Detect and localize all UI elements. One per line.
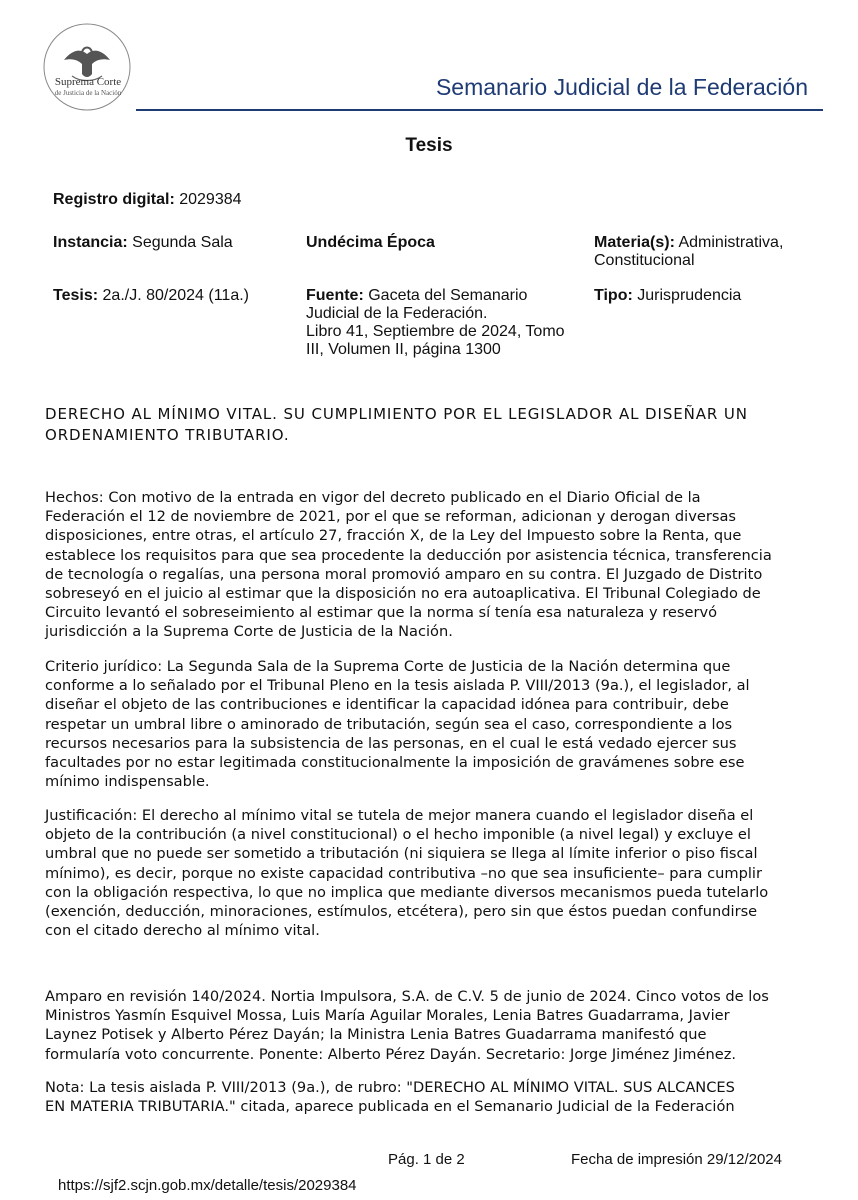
- fuente-label: Fuente:: [306, 287, 364, 304]
- page-title: Tesis: [405, 135, 453, 156]
- text-line: recursos necesarios para la subsistencia de las personas, en el cual le está vedado ejercer sus: [45, 734, 737, 752]
- instancia-value: Segunda Sala: [132, 234, 233, 251]
- text-line: establece los requisitos para que sea procedente la deducción por asistencia técnica, transferencia: [45, 546, 772, 564]
- criterio-paragraph: [45, 657, 815, 791]
- tipo-field: [594, 287, 741, 305]
- fuente-line-1: Gaceta del Semanario: [368, 287, 528, 304]
- text-line: diseñar el objeto de las contribuciones e identificar la capacidad idónea para contribuir, debe: [45, 696, 729, 714]
- tesis-label: Tesis:: [53, 287, 99, 304]
- tipo-value: Jurisprudencia: [637, 287, 742, 304]
- text-line: Federación el 12 de noviembre de 2021, por el que se reforman, adicionan y derogan diversas: [45, 508, 737, 526]
- page-number: Pág. 1 de 2: [388, 1151, 465, 1168]
- text-line: conforme a lo señalado por el Tribunal Pleno en la tesis aislada P. VIII/2013 (9a.), el legislador, al: [45, 677, 750, 695]
- document-url: https://sjf2.scjn.gob.mx/detalle/tesis/2029384: [58, 1177, 357, 1194]
- text-line: Nota: La tesis aislada P. VIII/2013 (9a.), de rubro: "DERECHO AL MÍNIMO VITAL. SUS ALCANCES: [45, 1079, 735, 1096]
- text-line: sobreseyó en el juicio al estimar que la disposición no era autoaplicativa. El Tribunal Colegiado de: [45, 585, 761, 603]
- text-line: Justificación: El derecho al mínimo vital se tutela de mejor manera cuando el legislador diseña el: [45, 807, 754, 824]
- publication-title: Semanario Judicial de la Federación: [435, 74, 808, 100]
- text-line: jurisdicción a la Suprema Corte de Justicia de la Nación.: [45, 623, 453, 641]
- justificacion-paragraph: [45, 806, 815, 940]
- fuente-line-3: Libro 41, Septiembre de 2024, Tomo: [306, 323, 565, 340]
- tipo-label: Tipo:: [594, 287, 633, 304]
- epoca-field: [306, 234, 435, 252]
- logo-name: Suprema Corte: [54, 76, 122, 88]
- text-line: con el citado derecho al mínimo vital.: [45, 922, 320, 940]
- rubro-line: ORDENAMIENTO TRIBUTARIO.: [45, 426, 290, 444]
- epoca-value: Undécima Época: [306, 234, 435, 251]
- text-line: umbral que no puede ser sometido a tributación (ni siquiera se llega al límite inferior o piso fiscal: [45, 845, 758, 863]
- text-line: respetar un umbral libre o aminorado de tributación, según sea el caso, correspondiente a los: [45, 715, 733, 733]
- registro-label: Registro digital:: [53, 191, 175, 208]
- text-line: Hechos: Con motivo de la entrada en vigor del decreto publicado en el Diario Oficial de la: [45, 489, 701, 506]
- registro-field: [53, 191, 242, 209]
- tesis-rubro: [45, 404, 815, 446]
- header-divider: [136, 109, 823, 111]
- text-line: objeto de la contribución (a nivel constitucional) o el hecho imponible (a nivel legal) y excluye el: [45, 826, 751, 844]
- text-line: de tecnología o regalías, una persona moral promovió amparo en su contra. El Juzgado de Distrito: [45, 565, 763, 583]
- hechos-paragraph: [45, 488, 815, 642]
- text-line: EN MATERIA TRIBUTARIA." citada, aparece publicada en el Semanario Judicial de la Federación: [45, 1098, 735, 1116]
- registro-value: 2029384: [179, 191, 242, 208]
- instancia-label: Instancia:: [53, 234, 128, 251]
- instancia-field: [53, 234, 233, 252]
- print-date: Fecha de impresión 29/12/2024: [571, 1151, 782, 1168]
- materia-value-1: Administrativa,: [678, 234, 784, 251]
- fuente-line-4: III, Volumen II, página 1300: [306, 341, 501, 358]
- materia-value-2: Constitucional: [594, 252, 695, 269]
- logo-subname: de Justicia de la Nación: [54, 89, 122, 97]
- text-line: mínimo), es decir, porque no existe capacidad contributiva –no que sea insuficiente– para cumplir: [45, 864, 762, 882]
- text-line: Amparo en revisión 140/2024. Nortia Impulsora, S.A. de C.V. 5 de junio de 2024. Cinco votos de los: [45, 988, 769, 1005]
- rubro-line: DERECHO AL MÍNIMO VITAL. SU CUMPLIMIENTO POR EL LEGISLADOR AL DISEÑAR UN: [45, 405, 748, 423]
- tesis-field: [53, 287, 249, 305]
- nota-paragraph: [45, 1078, 815, 1116]
- tesis-value: 2a./J. 80/2024 (11a.): [102, 287, 249, 304]
- materia-label: Materia(s):: [594, 234, 675, 251]
- text-line: disposiciones, entre otras, el artículo 27, fracción X, de la Ley del Impuesto sobre la Renta, que: [45, 527, 742, 545]
- text-line: formularía voto concurrente. Ponente: Alberto Pérez Dayán. Secretario: Jorge Jiménez Jiménez.: [45, 1045, 737, 1063]
- text-line: facultades por no estar legitimada constitucionalmente la imposición de gravámenes sobre ese: [45, 754, 745, 772]
- text-line: con la obligación respectiva, lo que no implica que mediante diversos mecanismos pueda tutelarlo: [45, 883, 769, 901]
- eagle-seal-icon: [42, 22, 132, 112]
- text-line: Ministros Yasmín Esquivel Mossa, Luis María Aguilar Morales, Lenia Batres Guadarrama, Javier: [45, 1007, 730, 1025]
- text-line: Circuito levantó el sobreseimiento al estimar que la norma sí tenía esa naturaleza y reservó: [45, 604, 718, 622]
- text-line: mínimo indispensable.: [45, 773, 210, 791]
- text-line: Laynez Potisek y Alberto Pérez Dayán; la Ministra Lenia Batres Guadarrama manifestó que: [45, 1026, 707, 1044]
- text-line: (exención, deducción, minoraciones, estímulos, etcétera), pero sin que éstos puedan confundirse: [45, 903, 758, 921]
- amparo-paragraph: [45, 987, 815, 1064]
- text-line: Criterio jurídico: La Segunda Sala de la Suprema Corte de Justicia de la Nación determina que: [45, 658, 731, 675]
- fuente-field: [306, 287, 591, 359]
- fuente-line-2: Judicial de la Federación.: [306, 305, 488, 322]
- materia-field: [594, 234, 824, 270]
